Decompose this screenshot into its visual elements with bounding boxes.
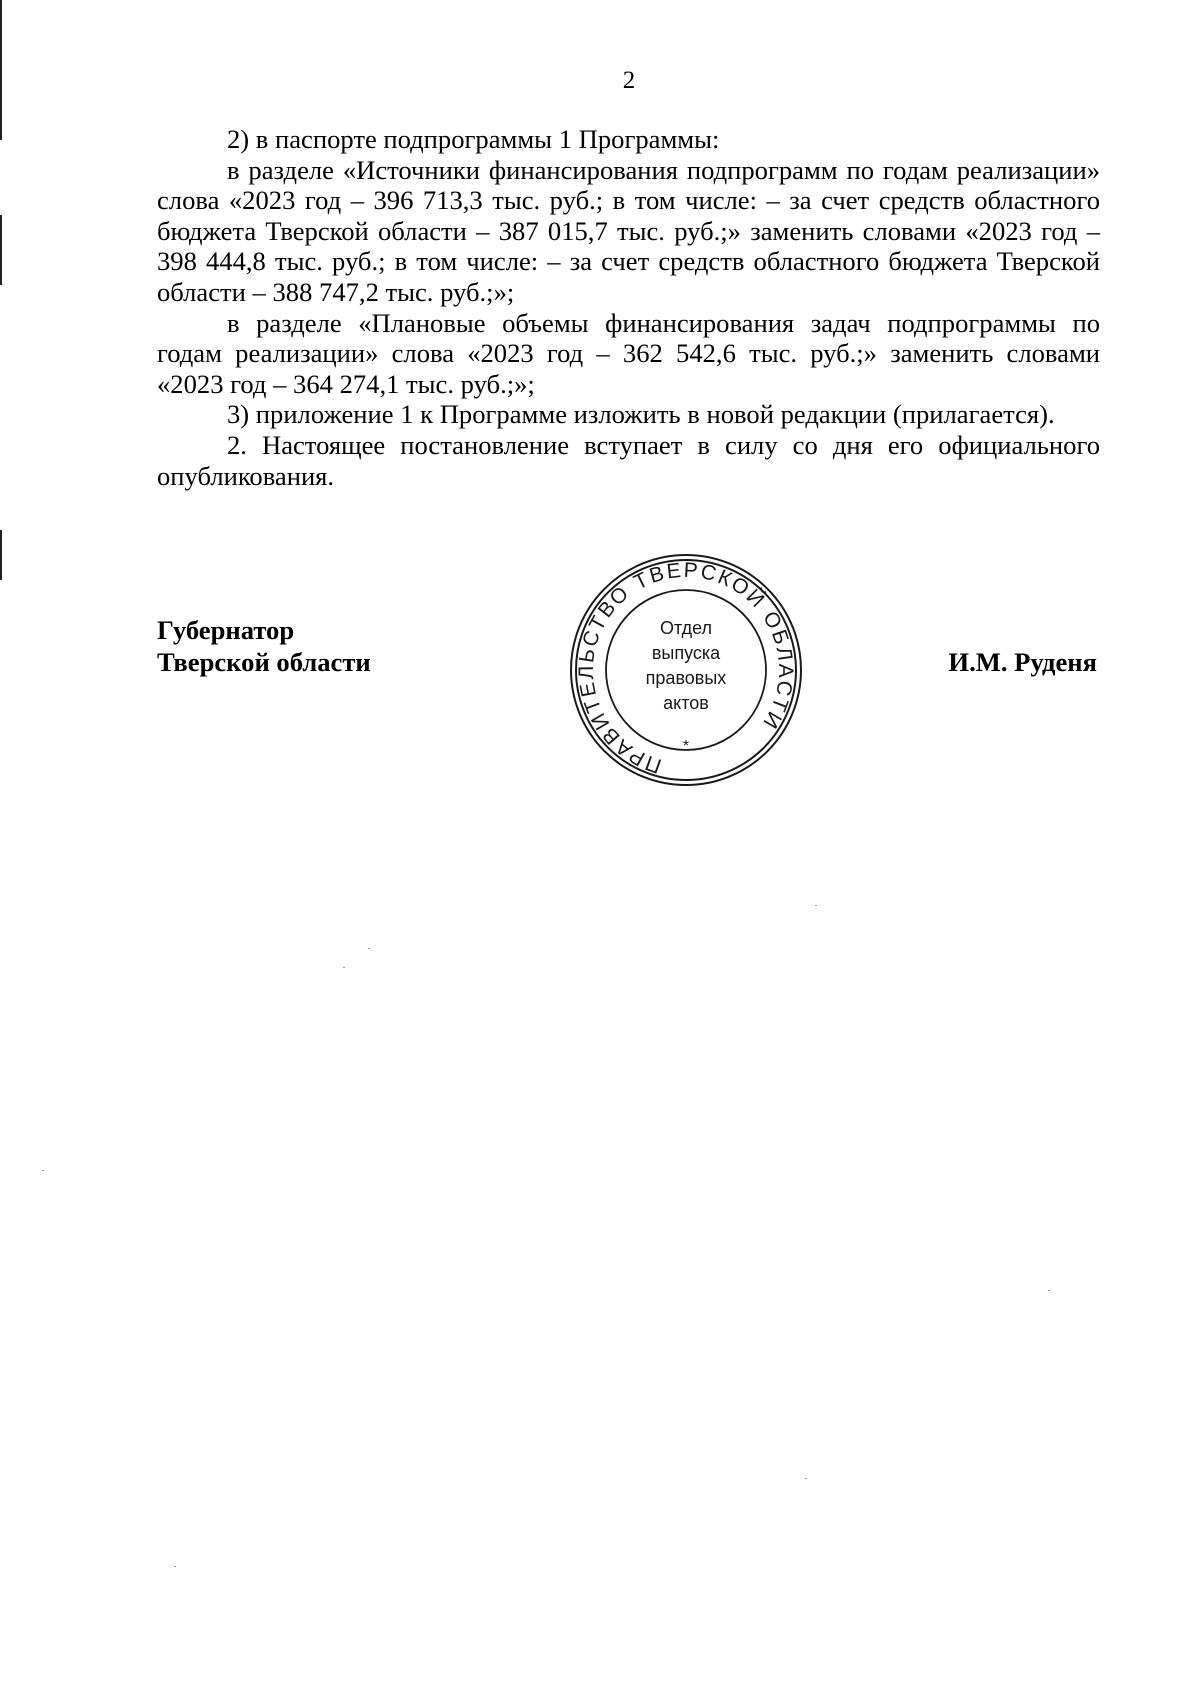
seal-center-line: выпуска <box>651 643 721 663</box>
seal-center-line: актов <box>663 693 709 713</box>
document-body <box>157 124 1100 491</box>
signatory-title-line: Тверской области <box>157 647 371 677</box>
seal-star: * <box>682 738 690 755</box>
scan-speck <box>815 905 817 906</box>
scan-speck <box>1048 1290 1050 1291</box>
seal-graphic <box>568 552 804 788</box>
seal-center-line: правовых <box>645 668 727 688</box>
scan-speck <box>174 1566 176 1567</box>
scan-edge-mark <box>0 215 2 285</box>
paragraph-funding-sources: в разделе «Источники финансирования подпрограмм по годам реализации» слова «2023 год – 396 713,3 тыс. руб.; в том числе: – за счет средств областного бюджета Тверской области – 387 015,7 тыс. руб.;» заменить словами «2023 год – 398 444,8 тыс. руб.; в том числе: – за счет средств областного бюджета Тверской области – 388 747,2 тыс. руб.;»; <box>157 154 1100 307</box>
paragraph-planned-volumes: в разделе «Плановые объемы финансирования задач подпрограммы по годам реализации» слова «2023 год – 362 542,6 тыс. руб.;» заменить словами «2023 год – 364 274,1 тыс. руб.;»; <box>157 307 1100 399</box>
signatory-title <box>157 614 371 678</box>
signatory-name: И.М. Руденя <box>948 647 1097 677</box>
page-number: 2 <box>622 67 636 94</box>
official-seal <box>568 552 804 788</box>
seal-ring-textpath: ПРАВИТЕЛЬСТВО ТВЕРСКОЙ ОБЛАСТИ <box>574 558 798 778</box>
scan-speck <box>368 948 370 949</box>
seal-center-line: Отдел <box>659 618 713 638</box>
scan-edge-mark <box>0 530 2 580</box>
paragraph-entry-into-force: 2. Настоящее постановление вступает в силу со дня его официального опубликования. <box>157 429 1100 491</box>
paragraph-appendix: 3) приложение 1 к Программе изложить в новой редакции (прилагается). <box>227 399 1055 430</box>
scan-speck <box>42 1170 44 1171</box>
signatory-title-line: Губернатор <box>157 615 295 645</box>
scan-speck <box>805 1478 807 1479</box>
scan-speck <box>343 967 345 968</box>
paragraph-passport: 2) в паспорте подпрограммы 1 Программы: <box>227 124 720 154</box>
